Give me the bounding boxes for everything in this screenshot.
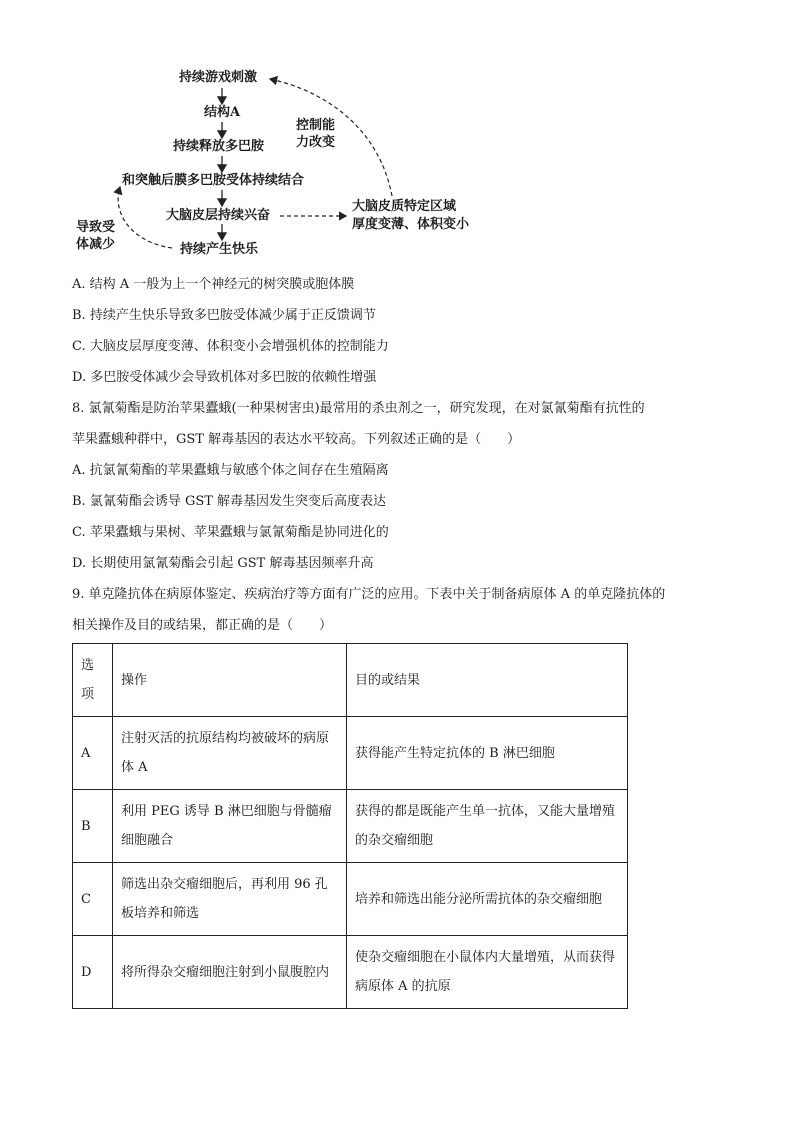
header-option: 选项: [73, 644, 113, 717]
q8-stem-line-2: 苹果蠹蛾种群中，GST 解毒基因的表达水平较高。下列叙述正确的是（ ）: [72, 432, 521, 447]
label-receptor-1: 导致受: [76, 220, 116, 235]
q9-table: [72, 643, 628, 1009]
label-control-2: 力改变: [296, 135, 336, 150]
node-happiness: 持续产生快乐: [180, 242, 259, 257]
node-stimulus: 持续游戏刺激: [179, 70, 258, 85]
label-control-1: 控制能: [296, 118, 336, 133]
table-row: [73, 717, 628, 790]
row-a-option: A: [73, 717, 113, 790]
q9-stem-line-2: 相关操作及目的或结果，都正确的是（ ）: [72, 618, 333, 633]
table-row: [73, 863, 628, 936]
table-header-row: [73, 644, 628, 717]
row-c-purpose: 培养和筛选出能分泌所需抗体的杂交瘤细胞: [347, 863, 628, 936]
q8-option-d: D. 长期使用氯氰菊酯会引起 GST 解毒基因频率升高: [72, 556, 374, 571]
node-cortex-change-2: 厚度变薄、体积变小: [352, 217, 470, 232]
arrow-happy-to-bind: [118, 187, 172, 248]
q8-option-c: C. 苹果蠹蛾与果树、苹果蠹蛾与氯氰菊酯是协同进化的: [72, 525, 389, 540]
row-b-purpose: 获得的都是既能产生单一抗体，又能大量增殖的杂交瘤细胞: [347, 790, 628, 863]
header-purpose: 目的或结果: [347, 644, 628, 717]
node-bind-receptor: 和突触后膜多巴胺受体持续结合: [122, 173, 305, 188]
q8-option-b: B. 氯氰菊酯会诱导 GST 解毒基因发生突变后高度表达: [72, 494, 387, 509]
table-row: [73, 936, 628, 1009]
diagram-arrows: [70, 62, 490, 272]
row-d-option: D: [73, 936, 113, 1009]
table-row: [73, 790, 628, 863]
label-receptor-2: 体减少: [76, 237, 116, 252]
node-structure-a: 结构A: [204, 105, 241, 120]
q8-option-a: A. 抗氯氰菊酯的苹果蠹蛾与敏感个体之间存在生殖隔离: [72, 463, 389, 478]
row-d-operation: 将所得杂交瘤细胞注射到小鼠腹腔内: [113, 936, 347, 1009]
node-cortex-excited: 大脑皮层持续兴奋: [166, 208, 271, 223]
row-a-purpose: 获得能产生特定抗体的 B 淋巴细胞: [347, 717, 628, 790]
q7-option-d: D. 多巴胺受体减少会导致机体对多巴胺的依赖性增强: [72, 370, 377, 385]
q7-option-b: B. 持续产生快乐导致多巴胺受体减少属于正反馈调节: [72, 308, 376, 323]
row-b-option: B: [73, 790, 113, 863]
row-a-operation: 注射灭活的抗原结构均被破坏的病原体 A: [113, 717, 347, 790]
row-d-purpose: 使杂交瘤细胞在小鼠体内大量增殖，从而获得病原体 A 的抗原: [347, 936, 628, 1009]
row-c-option: C: [73, 863, 113, 936]
q7-option-a: A. 结构 A 一般为上一个神经元的树突膜或胞体膜: [72, 277, 355, 292]
q8-stem-line-1: 8. 氯氰菊酯是防治苹果蠹蛾(一种果树害虫)最常用的杀虫剂之一，研究发现，在对氯氰菊酯有抗性的: [72, 401, 645, 416]
q7-option-c: C. 大脑皮层厚度变薄、体积变小会增强机体的控制能力: [72, 339, 389, 354]
header-operation: 操作: [113, 644, 347, 717]
node-release-dopamine: 持续释放多巴胺: [173, 139, 265, 154]
node-cortex-change: 大脑皮质特定区域: [352, 199, 457, 214]
flow-diagram: [70, 62, 490, 272]
q9-stem-line-1: 9. 单克隆抗体在病原体鉴定、疾病治疗等方面有广泛的应用。下表中关于制备病原体 A 的单克隆抗体的: [72, 587, 666, 602]
row-c-operation: 筛选出杂交瘤细胞后，再利用 96 孔板培养和筛选: [113, 863, 347, 936]
row-b-operation: 利用 PEG 诱导 B 淋巴细胞与骨髓瘤细胞融合: [113, 790, 347, 863]
